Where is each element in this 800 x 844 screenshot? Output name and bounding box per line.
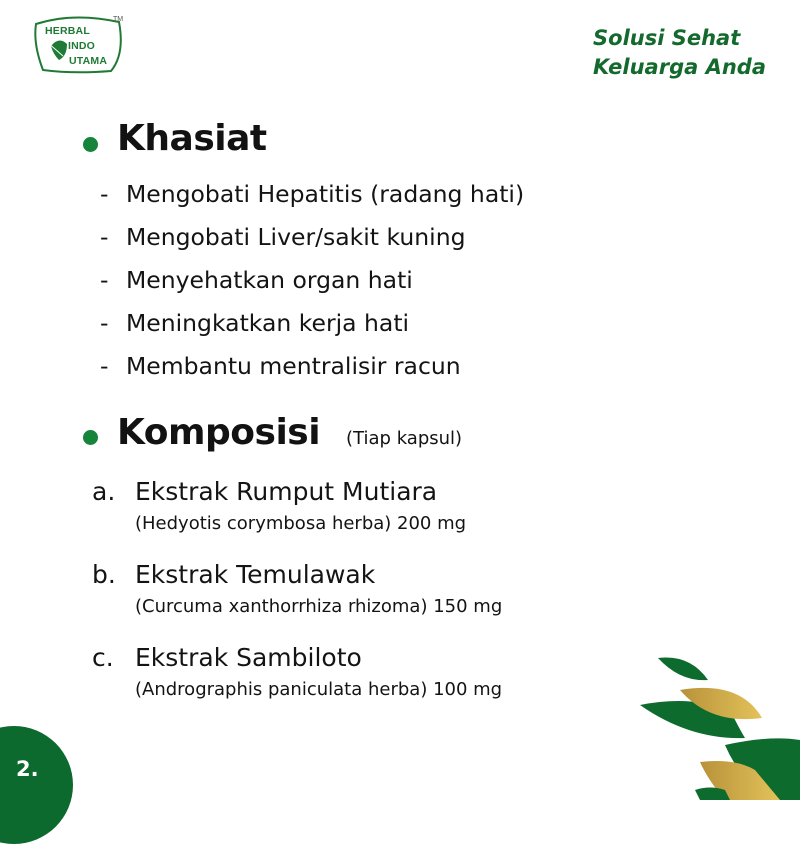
list-item [92,643,502,726]
komposisi-title: Komposisi [117,412,321,453]
khasiat-item-text: Mengobati Hepatitis (radang hati) [126,180,525,208]
page-badge [0,726,73,844]
bullet-icon [83,137,98,152]
item-letter: c. [92,643,114,672]
bullet-icon [83,430,98,445]
komposisi-heading [117,412,462,453]
khasiat-heading [117,118,267,159]
list-item [92,560,502,643]
logo-text-indo: INDO [68,40,96,52]
tagline-line-2: Keluarga Anda [593,55,766,79]
dash-marker: - [100,180,109,208]
ingredient-detail: (Curcuma xanthorrhiza rhizoma) 150 mg [135,596,503,617]
logo-text-utama: UTAMA [69,55,108,67]
trademark: TM [113,16,124,23]
khasiat-item-text: Meningkatkan kerja hati [126,309,410,337]
dash-marker: - [100,309,109,337]
list-item [100,309,524,352]
tagline [593,24,766,82]
brand-logo [33,14,128,76]
khasiat-item-text: Membantu mentralisir racun [126,352,461,380]
ingredient-name: Ekstrak Temulawak [135,560,376,589]
ingredient-detail: (Hedyotis corymbosa herba) 200 mg [135,513,467,534]
dash-marker: - [100,223,109,251]
list-item [100,180,524,223]
list-item [100,223,524,266]
dash-marker: - [100,352,109,380]
ingredient-detail: (Andrographis paniculata herba) 100 mg [135,679,503,700]
komposisi-subtitle: (Tiap kapsul) [346,428,463,449]
ingredient-name: Ekstrak Rumput Mutiara [135,477,438,506]
khasiat-item-text: Menyehatkan organ hati [126,266,413,294]
tagline-line-1: Solusi Sehat [593,26,741,50]
page-number: 2. [16,757,39,781]
item-letter: a. [92,477,116,506]
logo-text-herbal: HERBAL [45,25,90,37]
list-item [100,352,524,395]
list-item [100,266,524,309]
khasiat-list [100,180,524,395]
leaf-decoration-icon [630,650,800,800]
komposisi-list [92,477,502,726]
ingredient-name: Ekstrak Sambiloto [135,643,362,672]
item-letter: b. [92,560,116,589]
dash-marker: - [100,266,109,294]
khasiat-item-text: Mengobati Liver/sakit kuning [126,223,466,251]
khasiat-title: Khasiat [117,118,267,159]
list-item [92,477,502,560]
